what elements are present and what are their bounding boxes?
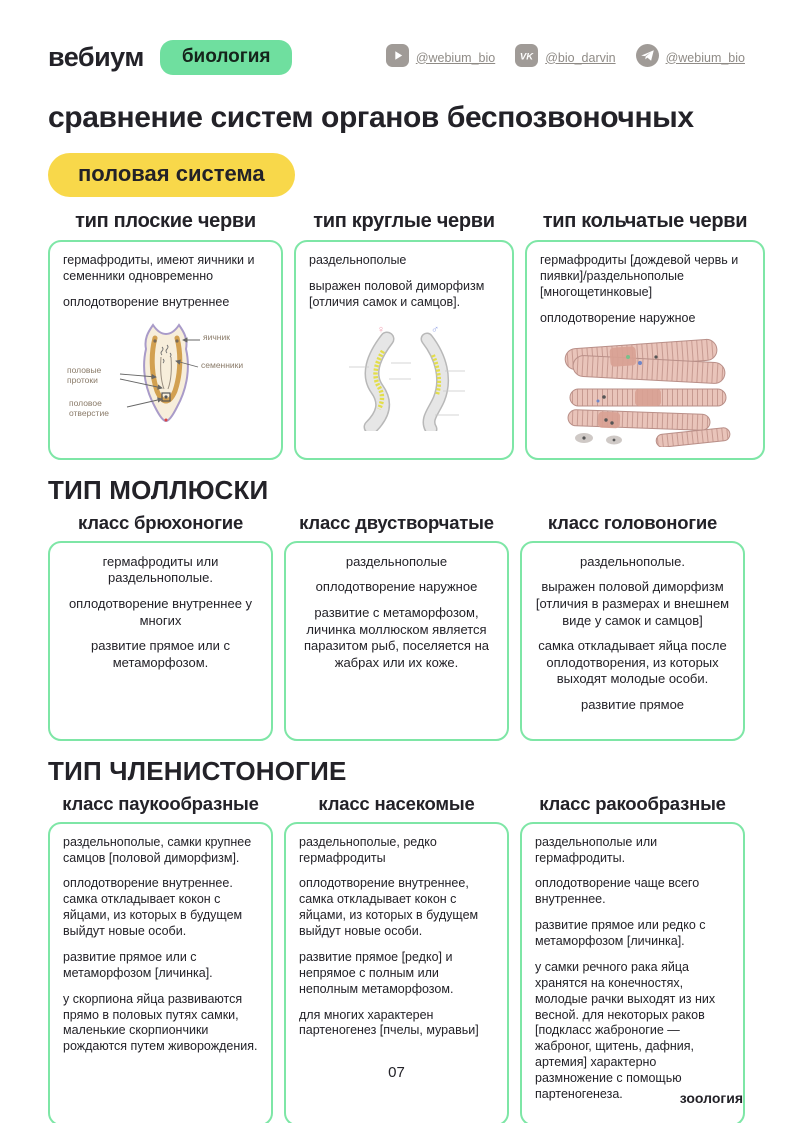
worms-section — [48, 197, 748, 460]
flatworms-paragraph: оплодотворение внутреннее — [63, 294, 230, 309]
flatworm-diagram — [63, 321, 268, 423]
cephalopods-paragraph: раздельнополые. — [580, 553, 685, 569]
vk-link[interactable] — [515, 44, 615, 72]
bivalves-paragraph: оплодотворение наружное — [315, 579, 478, 595]
brand — [48, 40, 292, 75]
crustaceans-paragraph: у самки речного рака яйца хранятся на конечностях, молодые рачки выходят из них весной. для некоторых раков [подкласс жаброногие — жаброног, щитень, дафния, артемия] характерно размножение с помощью партеногенеза. — [535, 959, 716, 1101]
annelids-title: тип кольчатые черви — [542, 210, 748, 233]
bivalves-paragraph: раздельнополые — [345, 553, 448, 569]
gastropods-column — [48, 506, 273, 741]
crustaceans-paragraph: оплодотворение чаще всего внутреннее. — [535, 876, 700, 907]
earthworm-illustration — [540, 337, 750, 447]
flatworm-label-testes: семенники — [201, 359, 244, 370]
telegram-handle[interactable]: @webium_bio — [665, 50, 745, 65]
arachnids-paragraph: у скорпиона яйца развиваются прямо в половых путях самки, маленькие скорпиончики рождаются путем живорождения. — [63, 991, 258, 1054]
insects-title: класс насекомые — [318, 792, 475, 814]
cephalopods-paragraph: самка откладывает яйца после оплодотворения, из которых выходят молодые особи. — [538, 638, 727, 687]
header — [48, 40, 745, 75]
flatworm-label-opening: половое отверстие — [69, 397, 109, 418]
roundworms-column — [294, 197, 514, 460]
gastropods-card — [48, 541, 273, 741]
cephalopods-paragraph: развитие прямое — [580, 697, 685, 713]
vk-handle[interactable]: @bio_darvin — [545, 50, 616, 65]
bivalves-title: класс двустворчатые — [299, 511, 494, 533]
insects-paragraph: развитие прямое [редко] и непрямое с полным или неполным метаморфозом. — [299, 949, 454, 996]
cephalopods-card — [520, 541, 745, 741]
annelids-paragraph: гермафродиты [дождевой червь и пиявки]/раздельнополые [многощетинковые] — [540, 253, 739, 299]
mollusks-heading: ТИП МОЛЛЮСКИ — [48, 474, 269, 505]
arachnids-paragraph: оплодотворение внутреннее. самка откладывает кокон с яйцами, из которых в будущем выйдут новые особи. — [63, 876, 243, 939]
flatworm-label-ducts: половые протоки — [67, 364, 102, 385]
male-symbol: ♂ — [430, 323, 440, 336]
youtube-icon — [386, 44, 409, 72]
telegram-icon — [636, 44, 659, 72]
crustaceans-title: класс ракообразные — [539, 792, 726, 814]
gastropods-title: класс брюхоногие — [77, 511, 244, 533]
cephalopods-paragraph: выражен половой диморфизм [отличия в размерах и внешнем виде у самок и самцов] — [535, 579, 730, 628]
roundworms-paragraph: выражен половой диморфизм [отличия самок и самцов]. — [309, 279, 485, 309]
roundworms-paragraph: раздельнополые — [309, 253, 407, 268]
section-label: зоология — [679, 1090, 743, 1106]
arachnids-paragraph: развитие прямое или с метаморфозом [личинка]. — [63, 949, 213, 980]
bivalves-paragraph: развитие с метаморфозом, личинка моллюском является паразитом рыб, поселяется на жабрах или их коже. — [304, 604, 489, 670]
topic-badge: половая система — [48, 153, 295, 197]
gastropods-paragraph: оплодотворение внутреннее у многих — [68, 595, 253, 628]
youtube-handle[interactable]: @webium_bio — [415, 50, 496, 65]
female-symbol: ♀ — [376, 323, 386, 336]
arachnids-title: класс паукообразные — [62, 792, 259, 814]
roundworm-illustration — [309, 321, 499, 431]
youtube-link[interactable] — [386, 44, 495, 72]
cephalopods-column — [520, 506, 745, 741]
roundworms-card — [294, 240, 514, 460]
flatworms-title: тип плоские черви — [75, 210, 256, 233]
crustaceans-paragraph: развитие прямое или редко с метаморфозом [личинка]. — [535, 918, 706, 949]
vk-icon — [515, 44, 538, 72]
bivalves-column — [284, 506, 509, 741]
gastropods-paragraph: развитие прямое или с метаморфозом. — [91, 638, 230, 670]
arthropods-heading: ТИП ЧЛЕНИСТОНОГИЕ — [48, 755, 347, 786]
webium-logo: вебиум — [48, 42, 144, 72]
flatworm-label-ovary: яичник — [203, 331, 230, 342]
telegram-link[interactable] — [636, 44, 745, 72]
bivalves-card — [284, 541, 509, 741]
social-links — [386, 44, 745, 72]
arachnids-paragraph: раздельнополые, самки крупнее самцов [половой диморфизм]. — [63, 834, 252, 865]
earthworm-diagram — [540, 337, 750, 447]
roundworms-title: тип круглые черви — [313, 210, 495, 233]
annelids-column — [525, 197, 765, 460]
roundworm-diagram — [309, 321, 499, 431]
flatworms-card — [48, 240, 283, 460]
mollusks-section — [48, 506, 745, 741]
cephalopods-title: класс головоногие — [547, 511, 718, 533]
page-title: сравнение систем органов беспозвоночных — [48, 101, 694, 134]
insects-paragraph: раздельнополые, редко гермафродиты — [299, 834, 437, 865]
annelids-card — [525, 240, 765, 460]
page-number: 07 — [388, 1064, 405, 1081]
svg-text:VK: VK — [520, 50, 534, 62]
annelids-paragraph: оплодотворение наружное — [540, 310, 696, 325]
subject-badge: биология — [160, 40, 293, 75]
flatworms-column — [48, 197, 283, 460]
gastropods-paragraph: гермафродиты или раздельнополые. — [102, 553, 219, 586]
flatworms-paragraph: гермафродиты, имеют яичники и семенники одновременно — [63, 253, 255, 284]
insects-paragraph: оплодотворение внутреннее, самка откладывает кокон с яйцами, из которых в будущем выйдут новые особи. — [299, 876, 479, 939]
crustaceans-paragraph: раздельнополые или гермафродиты. — [535, 834, 658, 865]
insects-paragraph: для многих характерен партеногенез [пчелы, муравьи] — [299, 1007, 479, 1038]
